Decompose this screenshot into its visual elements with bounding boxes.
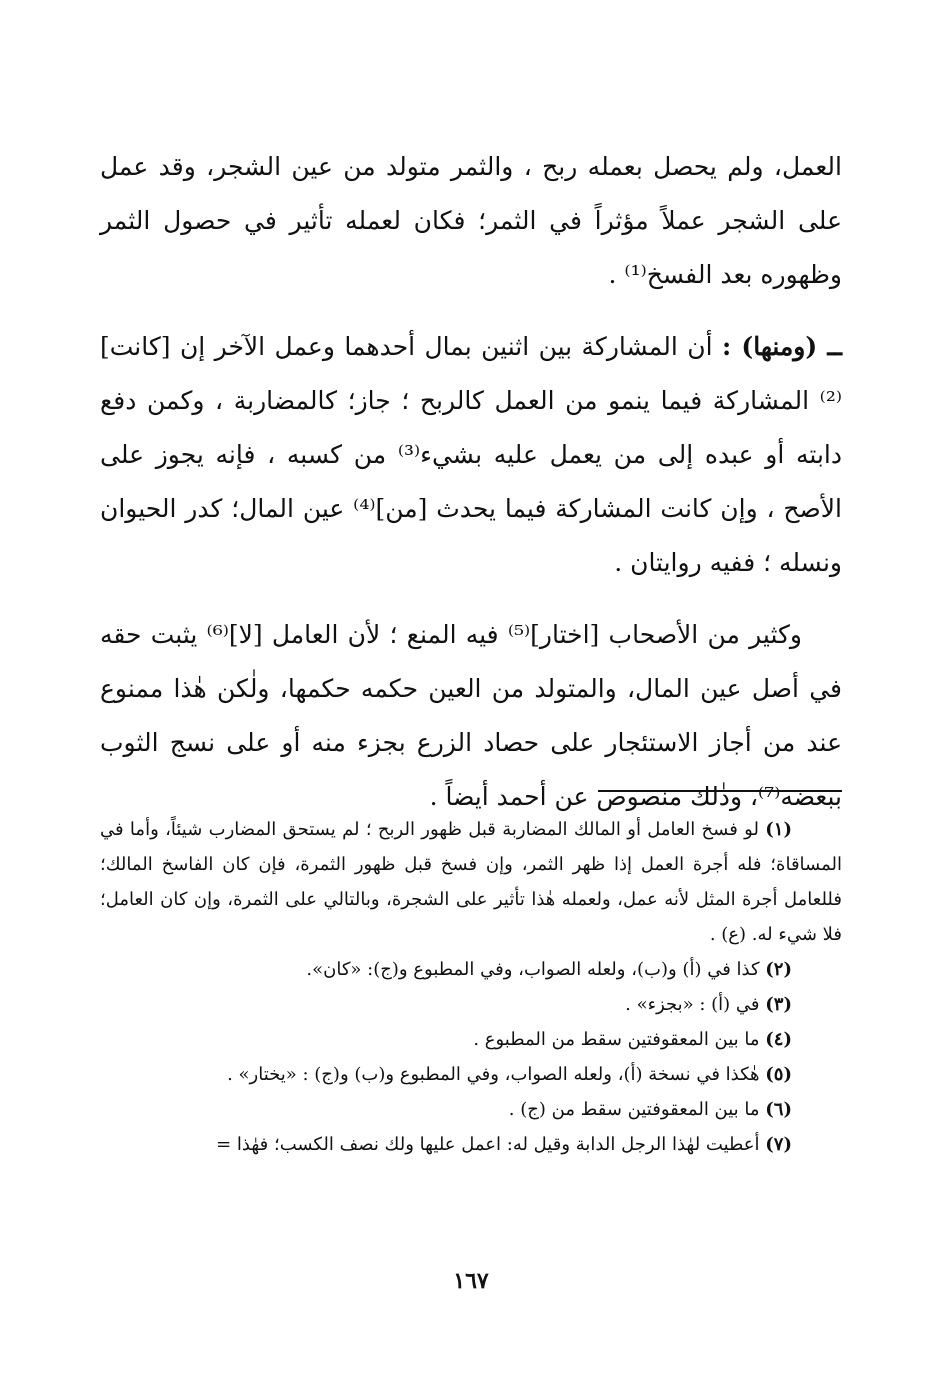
footnote-separator <box>598 790 842 792</box>
footnote-text: ما بين المعقوفتين سقط من (ج) . <box>508 1099 766 1120</box>
footnote-number: (٤) <box>765 1029 792 1050</box>
page-number: ١٦٧ <box>453 1268 489 1294</box>
footnote-number: (٣) <box>765 994 792 1015</box>
footnote-text: أعطيت لهٰذا الرجل الدابة وقيل له: اعمل عليها ولك نصف الكسب؛ فهٰذا = <box>216 1134 766 1155</box>
footnote-number: (١) <box>765 819 792 840</box>
footnote-4 <box>100 1022 842 1057</box>
footnote-7 <box>100 1127 842 1162</box>
footnote-6 <box>100 1092 842 1127</box>
footnote-1 <box>100 812 842 952</box>
footnote-text: كذا في (أ) و(ب)، ولعله الصواب، وفي المطبوع و(ج): «كان». <box>306 959 766 980</box>
footnote-text: لو فسخ العامل أو المالك المضاربة قبل ظهور الربح ؛ لم يستحق المضارب شيئاً، وأما في المساقاة؛ فله أجرة العمل إذا ظهر الثمر، وإن فسخ قبل ظهور الثمرة، فإن كان الفاسخ المالك؛ فللعامل أجرة المثل لأنه عمل، ولعمله هٰذا تأثير على الشجرة، وبالتالي على الثمرة، وإن كان العامل؛ فلا شيء له. (ع) . <box>100 819 842 945</box>
footnote-text: ما بين المعقوفتين سقط من المطبوع . <box>473 1029 766 1050</box>
footnote-text: في (أ) : «بجزء» . <box>625 994 766 1015</box>
paragraph-2-text: أن المشاركة بين اثنين بمال أحدهما وعمل الآخر إن [كانت]⁽²⁾ المشاركة فيما ينمو من العمل كالربح ؛ جاز؛ كالمضاربة ، وكمن دفع دابته أو عبده إلى من يعمل عليه بشيء⁽³⁾ من كسبه ، فإنه يجوز على الأصح ، وإن كانت المشاركة فيما يحدث [من]⁽⁴⁾ عين المال؛ كدر الحيوان ونسله ؛ ففيه روايتان . <box>100 332 842 577</box>
footnote-number: (٦) <box>765 1099 792 1120</box>
paragraph-2-lead: ــ (ومنها) : <box>721 332 842 361</box>
paragraph-2 <box>100 320 842 590</box>
paragraph-3: وكثير من الأصحاب [اختار]⁽⁵⁾ فيه المنع ؛ لأن العامل [لا]⁽⁶⁾ يثبت حقه في أصل عين المال، والمتولد من العين حكمه حكمها، ولٰكن هٰذا ممنوع عند من أجاز الاستئجار على حصاد الزرع بجزء منه أو على نسج الثوب ببعضه⁽⁷⁾، وذٰلك منصوص عن أحمد أيضاً . <box>100 620 842 811</box>
footnote-5 <box>100 1057 842 1092</box>
footnote-number: (٥) <box>765 1064 792 1085</box>
footnote-2 <box>100 952 842 987</box>
footnote-text: هٰكذا في نسخة (أ)، ولعله الصواب، وفي المطبوع و(ب) و(ج) : «يختار» . <box>227 1064 766 1085</box>
footnote-3 <box>100 987 842 1022</box>
footnotes <box>100 812 842 1162</box>
main-text <box>100 140 842 842</box>
footnote-number: (٧) <box>765 1134 792 1155</box>
footnote-number: (٢) <box>765 959 792 980</box>
paragraph-1: العمل، ولم يحصل بعمله ربح ، والثمر متولد من عين الشجر، وقد عمل على الشجر عملاً مؤثراً في الثمر؛ فكان لعمله تأثير في حصول الثمر وظهوره بعد الفسخ⁽¹⁾ . <box>100 152 842 289</box>
